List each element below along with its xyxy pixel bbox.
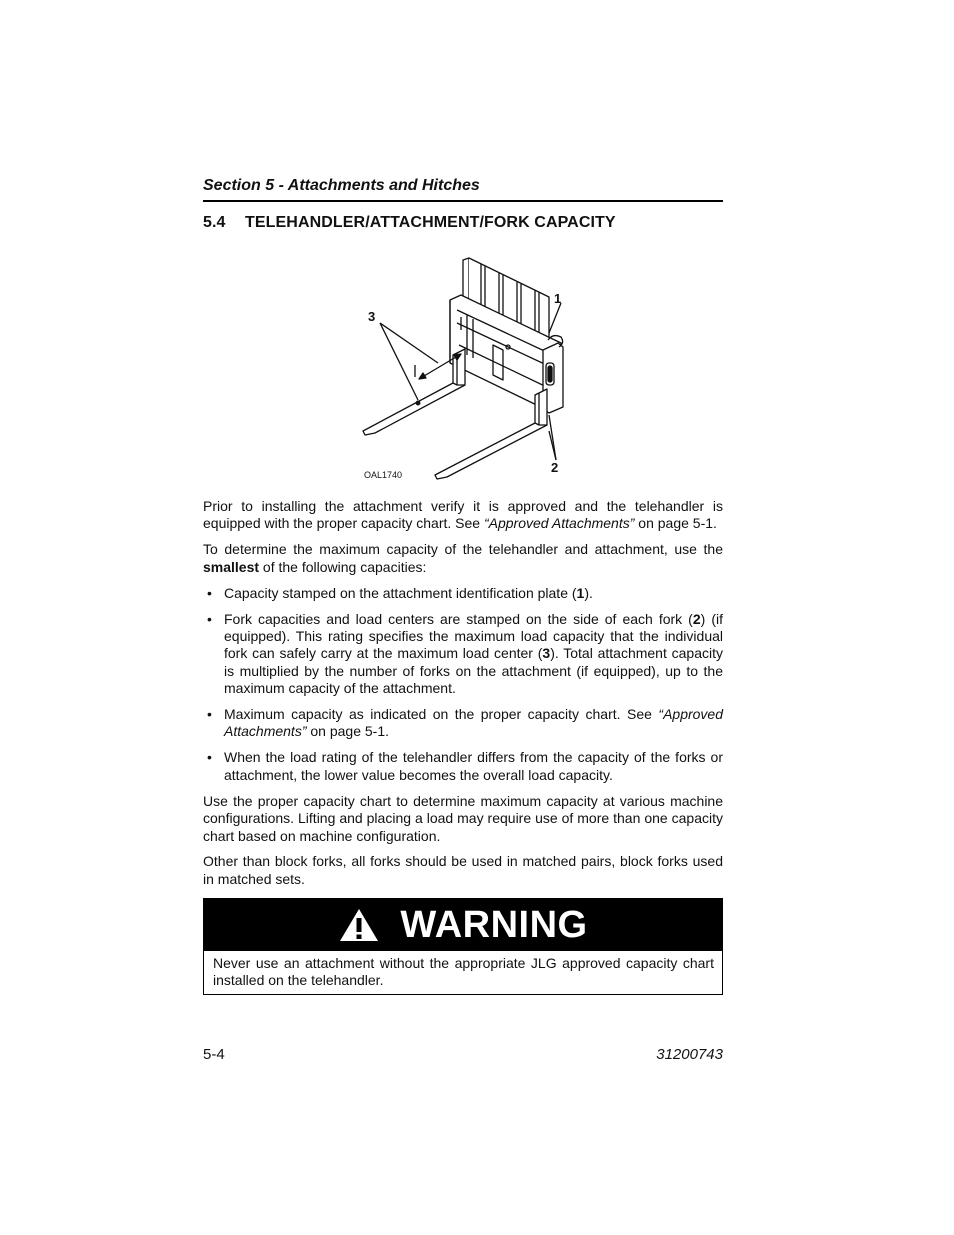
callout-ref: 1 — [576, 584, 585, 601]
callout-1: 1 — [554, 291, 562, 306]
smallest-emphasis: smallest — [203, 558, 260, 575]
paragraph-capacity-chart: Use the proper capacity chart to determine maximum capacity at various machine configurations. Lifting and placing a load may require use of more than one capacity chart based on machine configuration. — [203, 792, 723, 844]
paragraph-capacity — [203, 541, 723, 576]
warning-box — [203, 898, 723, 995]
approved-attachments-reference: “Approved Attachments” — [224, 706, 723, 740]
paragraph-approval — [203, 498, 723, 533]
capacity-list — [203, 585, 723, 785]
bullet-icon: • — [207, 706, 212, 723]
callout-ref: 3 — [542, 645, 551, 662]
fork-carriage-figure — [353, 255, 583, 485]
list-item-text: Capacity stamped on the attachment identification plate ( — [224, 584, 577, 601]
warning-title: WARNING — [400, 903, 588, 946]
page-number: 5-4 — [203, 1046, 225, 1063]
list-item-text: ). Total attachment capacity is multiplied by the number of forks on the attachment (if equipped), up to the maximum capacity of the attachment. — [224, 645, 723, 697]
list-item-text: on page 5-1. — [306, 723, 389, 740]
callout-2: 2 — [551, 460, 559, 475]
heading-title: TELEHANDLER/ATTACHMENT/FORK CAPACITY — [245, 214, 616, 231]
section-header: Section 5 - Attachments and Hitches — [203, 177, 723, 202]
bullet-icon: • — [207, 610, 212, 627]
paragraph-capacity-tail: of the following capacities: — [259, 558, 427, 575]
list-item-text: ). — [584, 584, 593, 601]
warning-triangle-icon — [338, 907, 380, 943]
bullet-icon: • — [207, 749, 212, 766]
approved-attachments-reference: “Approved Attachments” — [483, 515, 635, 532]
list-item — [203, 585, 723, 602]
paragraph-approval-page: on page 5-1. — [634, 515, 717, 532]
list-item-text: ) (if equipped). This rating specifies the maximum load capacity that the individual fork can safely carry at the maximum load center ( — [224, 610, 723, 662]
document-number: 31200743 — [656, 1046, 723, 1063]
list-item — [203, 706, 723, 741]
callout-ref: 2 — [692, 610, 701, 627]
fork-carriage-illustration — [353, 255, 583, 485]
figure-code: OAL1740 — [364, 470, 403, 480]
paragraph-matched-pairs: Other than block forks, all forks should be used in matched pairs, block forks used in matched sets. — [203, 853, 723, 887]
warning-text: Never use an attachment without the appropriate JLG approved capacity chart installed on the telehandler. — [213, 955, 714, 989]
list-item-text: When the load rating of the telehandler differs from the capacity of the forks or attachment, the lower value becomes the overall load capacity. — [224, 749, 723, 783]
section-heading — [203, 214, 723, 232]
list-item-text: Fork capacities and load centers are stamped on the side of each fork ( — [224, 610, 693, 627]
list-item-text: Maximum capacity as indicated on the proper capacity chart. See — [224, 706, 659, 723]
callout-3: 3 — [368, 309, 376, 324]
body-text — [203, 498, 723, 897]
paragraph-capacity-text: To determine the maximum capacity of the telehandler and attachment, use the — [203, 541, 723, 558]
list-item — [203, 749, 723, 784]
warning-banner — [204, 899, 722, 951]
list-item — [203, 611, 723, 698]
paragraph-approval-text: Prior to installing the attachment verify it is approved and the telehandler is equipped with the proper capacity chart. See — [203, 498, 723, 532]
bullet-icon: • — [207, 584, 212, 601]
heading-number: 5.4 — [203, 214, 226, 231]
